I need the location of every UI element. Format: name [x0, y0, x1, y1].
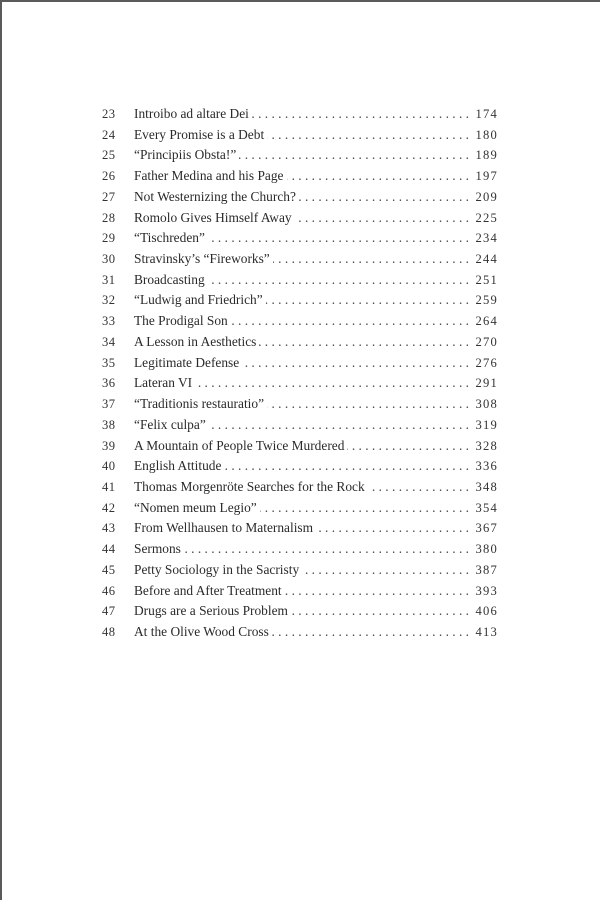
toc-entry[interactable] [102, 601, 498, 622]
chapter-title: Romolo Gives Himself Away [134, 209, 292, 225]
chapter-number: 24 [102, 127, 116, 142]
chapter-number: 46 [102, 583, 116, 598]
dot-leader [347, 436, 469, 457]
dot-leader [302, 560, 469, 581]
toc-entry[interactable] [102, 290, 498, 311]
chapter-title: From Wellhausen to Maternalism [134, 520, 314, 536]
chapter-number: 23 [102, 107, 116, 121]
page-number: 413 [475, 624, 498, 639]
toc-entry[interactable] [102, 560, 498, 581]
chapter-number: 31 [102, 272, 116, 287]
table-of-contents [102, 104, 498, 643]
chapter-title: Sermons [134, 541, 181, 557]
dot-leader [295, 208, 469, 229]
chapter-number: 48 [102, 624, 116, 639]
page-number: 380 [475, 542, 498, 557]
chapter-title: Father Medina and his Page [134, 168, 284, 184]
page-number: 387 [475, 562, 498, 577]
chapter-title: A Mountain of People Twice Murdered [134, 437, 345, 453]
chapter-number: 30 [102, 252, 116, 267]
toc-entry[interactable] [102, 415, 498, 436]
toc-entry[interactable] [102, 498, 498, 519]
toc-entry[interactable] [102, 456, 498, 477]
chapter-number: 40 [102, 459, 116, 474]
toc-entry[interactable] [102, 622, 498, 643]
page-number: 393 [475, 583, 498, 598]
page-number: 308 [475, 397, 498, 412]
chapter-title: Broadcasting [134, 271, 205, 287]
dot-leader [224, 456, 469, 477]
page-number: 319 [475, 417, 498, 432]
dot-leader [266, 290, 469, 311]
toc-entry[interactable] [102, 187, 498, 208]
page-number: 336 [475, 459, 498, 474]
page-number: 209 [475, 189, 498, 204]
page-number: 197 [475, 169, 498, 184]
chapter-title: English Attitude [134, 458, 222, 474]
toc-entry[interactable] [102, 249, 498, 270]
toc-entry[interactable] [102, 373, 498, 394]
dot-leader [242, 353, 469, 374]
chapter-title: “Ludwig and Friedrich” [134, 292, 263, 308]
dot-leader [209, 415, 469, 436]
chapter-title: Not Westernizing the Church? [134, 188, 296, 204]
page-number: 348 [475, 479, 498, 494]
dot-leader [299, 187, 469, 208]
toc-entry[interactable] [102, 145, 498, 166]
chapter-title: A Lesson in Aesthetics [134, 333, 257, 349]
chapter-number: 41 [102, 479, 116, 494]
chapter-number: 43 [102, 521, 116, 536]
chapter-number: 26 [102, 169, 116, 184]
page-number: 291 [475, 376, 498, 391]
chapter-number: 36 [102, 376, 116, 391]
chapter-title: Legitimate Defense [134, 354, 240, 370]
toc-entry[interactable] [102, 581, 498, 602]
page-number: 259 [475, 293, 498, 308]
toc-entry[interactable] [102, 436, 498, 457]
page-number: 264 [475, 314, 498, 329]
dot-leader [231, 311, 469, 332]
chapter-number: 37 [102, 397, 116, 412]
chapter-number: 29 [102, 231, 116, 246]
toc-entry[interactable] [102, 518, 498, 539]
page-number: 367 [475, 521, 498, 536]
dot-leader [272, 622, 469, 643]
chapter-title: “Nomen meum Legio” [134, 499, 257, 515]
toc-entry[interactable] [102, 208, 498, 229]
dot-leader [208, 270, 469, 291]
dot-leader [239, 145, 469, 166]
chapter-title: Before and After Treatment [134, 582, 282, 598]
chapter-number: 34 [102, 334, 116, 349]
chapter-number: 42 [102, 500, 116, 515]
chapter-number: 47 [102, 604, 116, 619]
chapter-title: Lateran VI [134, 375, 193, 391]
toc-entry[interactable] [102, 353, 498, 374]
toc-entry[interactable] [102, 332, 498, 353]
toc-entry[interactable] [102, 311, 498, 332]
chapter-title: “Principiis Obsta!” [134, 147, 237, 163]
toc-entry[interactable] [102, 539, 498, 560]
dot-leader [273, 249, 469, 270]
chapter-title: Every Promise is a Debt [134, 126, 265, 142]
page-number: 234 [475, 231, 498, 246]
page-number: 225 [475, 210, 498, 225]
page-number: 270 [475, 334, 498, 349]
toc-entry[interactable] [102, 125, 498, 146]
page-number: 328 [475, 438, 498, 453]
dot-leader [260, 498, 469, 519]
page-number: 180 [475, 127, 498, 142]
dot-leader [368, 477, 469, 498]
dot-leader [267, 394, 469, 415]
chapter-number: 33 [102, 314, 116, 329]
page-number: 251 [475, 272, 498, 287]
dot-leader [291, 601, 469, 622]
chapter-title: The Prodigal Son [134, 313, 228, 329]
chapter-number: 45 [102, 562, 116, 577]
toc-entry[interactable] [102, 477, 498, 498]
chapter-title: Stravinsky’s “Fireworks” [134, 251, 270, 267]
dot-leader [316, 518, 469, 539]
dot-leader [259, 332, 469, 353]
page-number: 174 [475, 107, 498, 121]
chapter-title: “Traditionis restauratio” [134, 396, 265, 412]
chapter-title: “Tischreden” [134, 230, 205, 246]
chapter-title: Thomas Morgenröte Searches for the Rock [134, 478, 365, 494]
toc-entry[interactable] [102, 228, 498, 249]
chapter-number: 39 [102, 438, 116, 453]
chapter-title: At the Olive Wood Cross [134, 623, 269, 639]
chapter-number: 25 [102, 148, 116, 163]
dot-leader [208, 228, 469, 249]
dot-leader [195, 373, 469, 394]
page-number: 189 [475, 148, 498, 163]
page-number: 354 [475, 500, 498, 515]
chapter-title: “Felix culpa” [134, 416, 206, 432]
dot-leader [184, 539, 469, 560]
chapter-number: 28 [102, 210, 116, 225]
page-number: 244 [475, 252, 498, 267]
chapter-title: Drugs are a Serious Problem [134, 603, 288, 619]
chapter-title: Petty Sociology in the Sacristy [134, 561, 300, 577]
page-number: 406 [475, 604, 498, 619]
chapter-number: 32 [102, 293, 116, 308]
page-number: 276 [475, 355, 498, 370]
dot-leader [267, 125, 469, 146]
toc-entry[interactable] [102, 104, 498, 125]
toc-entry[interactable] [102, 394, 498, 415]
chapter-number: 44 [102, 542, 116, 557]
dot-leader [287, 166, 470, 187]
dot-leader [252, 104, 469, 125]
dot-leader [285, 581, 469, 602]
toc-entry[interactable] [102, 166, 498, 187]
chapter-number: 27 [102, 189, 116, 204]
chapter-number: 35 [102, 355, 116, 370]
chapter-title: Introibo ad altare Dei [134, 106, 249, 121]
toc-entry[interactable] [102, 270, 498, 291]
chapter-number: 38 [102, 417, 116, 432]
